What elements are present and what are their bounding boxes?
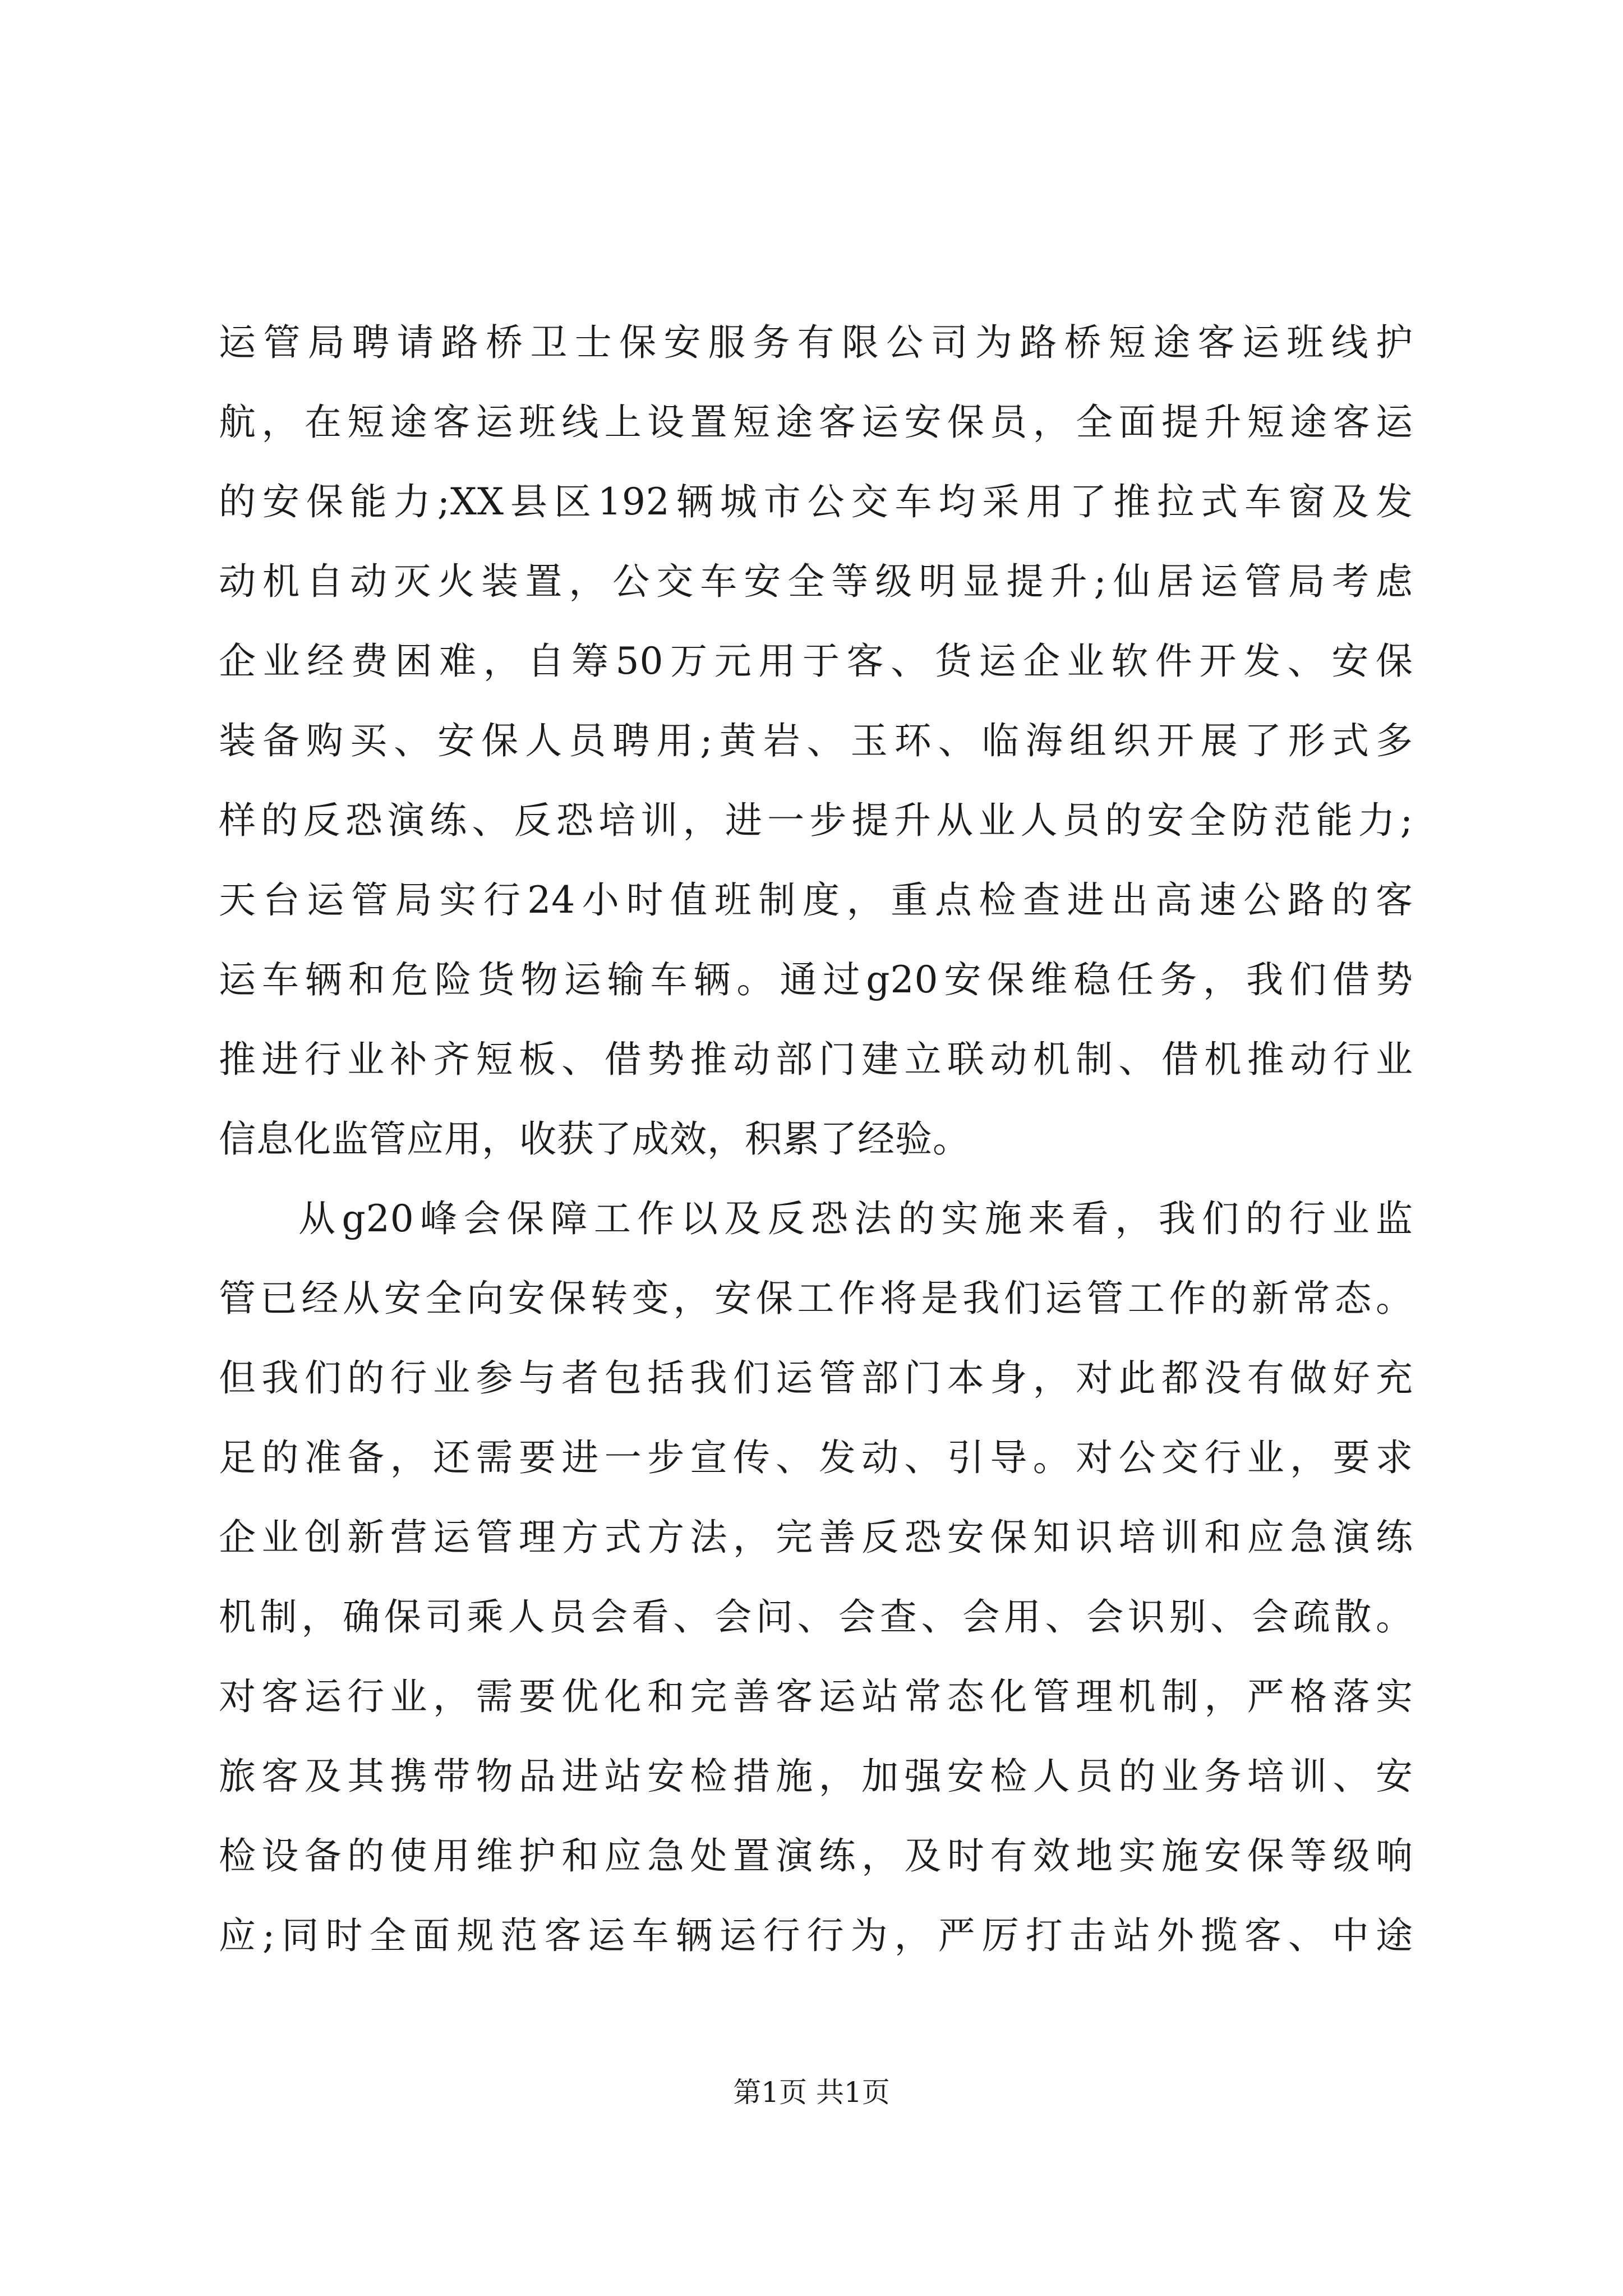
text-line: 管已经从安全向安保转变，安保工作将是我们运管工作的新常态。 bbox=[219, 1277, 1413, 1320]
document-body bbox=[219, 303, 1413, 1976]
paragraph-1 bbox=[219, 303, 1413, 1179]
text-line: 检设备的使用维护和应急处置演练，及时有效地实施安保等级响 bbox=[219, 1834, 1413, 1878]
text-line: 从g20峰会保障工作以及反恐法的实施来看，我们的行业监 bbox=[298, 1197, 1413, 1240]
text-line: 天台运管局实行24小时值班制度，重点检查进出高速公路的客 bbox=[219, 878, 1413, 922]
text-line: 企业经费困难，自筹50万元用于客、货运企业软件开发、安保 bbox=[219, 639, 1413, 683]
text-line: 对客运行业，需要优化和完善客运站常态化管理机制，严格落实 bbox=[219, 1675, 1413, 1718]
text-line: 装备购买、安保人员聘用;黄岩、玉环、临海组织开展了形式多 bbox=[219, 719, 1413, 762]
paragraph-2 bbox=[219, 1179, 1413, 1976]
text-line: 运管局聘请路桥卫士保安服务有限公司为路桥短途客运班线护 bbox=[219, 321, 1413, 364]
text-line: 旅客及其携带物品进站安检措施，加强安检人员的业务培训、安 bbox=[219, 1755, 1413, 1798]
text-line: 推进行业补齐短板、借势推动部门建立联动机制、借机推动行业 bbox=[219, 1038, 1413, 1081]
text-line: 的安保能力;XX县区192辆城市公交车均采用了推拉式车窗及发 bbox=[219, 480, 1413, 523]
text-line: 航，在短途客运班线上设置短途客运安保员，全面提升短途客运 bbox=[219, 401, 1413, 444]
text-line: 企业创新营运管理方式方法，完善反恐安保知识培训和应急演练 bbox=[219, 1516, 1413, 1559]
text-line: 应;同时全面规范客运车辆运行行为，严厉打击站外揽客、中途 bbox=[219, 1914, 1413, 1957]
text-line: 足的准备，还需要进一步宣传、发动、引导。对公交行业，要求 bbox=[219, 1436, 1413, 1479]
text-line: 但我们的行业参与者包括我们运管部门本身，对此都没有做好充 bbox=[219, 1356, 1413, 1400]
page-footer bbox=[0, 2076, 1623, 2109]
text-line: 运车辆和危险货物运输车辆。通过g20安保维稳任务，我们借势 bbox=[219, 958, 1413, 1001]
text-line: 样的反恐演练、反恐培训，进一步提升从业人员的安全防范能力; bbox=[219, 799, 1413, 842]
text-line: 机制，确保司乘人员会看、会问、会查、会用、会识别、会疏散。 bbox=[219, 1595, 1413, 1639]
page-number: 第1页 共1页 bbox=[733, 2076, 890, 2109]
text-line: 信息化监管应用，收获了成效，积累了经验。 bbox=[219, 1117, 970, 1161]
text-line: 动机自动灭火装置，公交车安全等级明显提升;仙居运管局考虑 bbox=[219, 560, 1413, 603]
